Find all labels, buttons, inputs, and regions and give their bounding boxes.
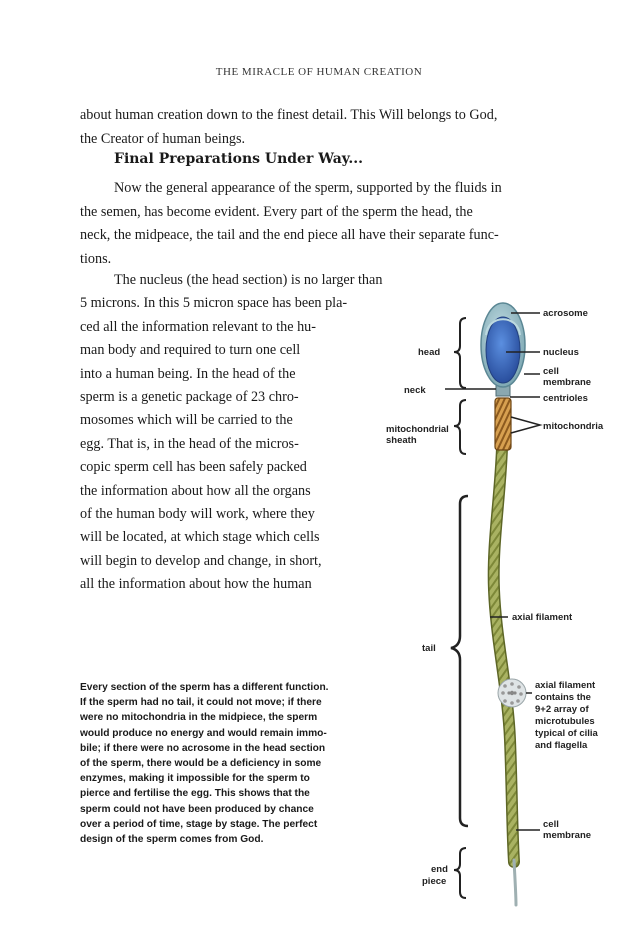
text-line: The nucleus (the head section) is no larger than (114, 272, 383, 288)
caption-line: If the sperm had no tail, it could not move; if there (80, 697, 322, 709)
caption-line: would produce no energy and would remain immo- (80, 727, 327, 739)
text-line: the information about how all the organs (80, 482, 311, 499)
text-line: egg. That is, in the head of the micros- (80, 435, 299, 452)
text-line: tions. (80, 250, 112, 267)
label-axial-filament: axial filament (512, 612, 573, 623)
text-line: about human creation down to the finest detail. This Will belongs to God, (80, 107, 498, 123)
label-tail: tail (422, 643, 436, 654)
sperm-midpiece (495, 398, 511, 450)
mitochondrial-sheath-brace (454, 400, 466, 454)
text-line: 5 microns. In this 5 micron space has been pla- (80, 295, 348, 312)
caption-line: over a period of time, stage by stage. The perfect (80, 818, 318, 830)
caption-line: bile; if there were no acrosome in the head section (80, 742, 326, 754)
text-line: sperm is a genetic package of 23 chro- (80, 389, 299, 406)
sperm-end-piece (514, 860, 516, 905)
label-axial-detail-4: microtubules (535, 716, 595, 727)
label-axial-detail-6: and flagella (535, 740, 588, 751)
label-neck: neck (404, 385, 426, 396)
label-axial-detail-5: typical of cilia (535, 728, 598, 739)
text-line: all the information about how the human (80, 576, 312, 593)
text-line: the semen, has become evident. Every part of the sperm the head, the (80, 203, 473, 220)
label-nucleus: nucleus (543, 347, 579, 358)
end-piece-brace (454, 848, 466, 898)
section-heading: Final Preparations Under Way... (114, 151, 363, 167)
text-line: of the human body will work, where they (80, 506, 315, 523)
axial-filament-cross-section (498, 679, 526, 707)
text-line: man body and required to turn one cell (80, 342, 301, 359)
sperm-nucleus (486, 317, 520, 383)
text-line: Now the general appearance of the sperm, supported by the fluids in (114, 180, 502, 196)
label-cell-membrane-bottom-2: membrane (543, 830, 592, 841)
text-line: the Creator of human beings. (80, 130, 246, 147)
label-axial-detail-3: 9+2 array of (535, 704, 589, 715)
label-cell-membrane-top-2: membrane (543, 377, 592, 388)
label-end-piece-1: end (431, 864, 448, 875)
caption-line: were no mitochondria in the midpiece, the sperm (80, 712, 318, 724)
label-centrioles: centrioles (543, 393, 588, 404)
caption-line: enzymes, making it impossible for the sperm to (80, 773, 310, 785)
caption-line: Every section of the sperm has a different function. (80, 682, 329, 693)
caption-line: of the sperm, there would be a deficiency in some (80, 758, 322, 770)
caption-line: design of the sperm comes from God. (80, 834, 264, 846)
label-head: head (418, 347, 441, 358)
caption-line: sperm could not have been produced by chance (80, 803, 314, 815)
text-line: neck, the midpeace, the tail and the end piece all have their separate func- (80, 227, 499, 243)
label-cell-membrane-bottom-1: cell (543, 819, 559, 830)
head-brace (454, 318, 466, 388)
label-acrosome: acrosome (543, 308, 588, 319)
label-mitochondrial-sheath-2: sheath (386, 435, 417, 446)
label-axial-detail-1: axial filament (535, 680, 596, 691)
text-line: copic sperm cell has been safely packed (80, 459, 307, 476)
text-line: will begin to develop and change, in short, (80, 552, 322, 569)
label-end-piece-2: piece (422, 876, 447, 887)
text-line: mosomes which will be carried to the (80, 412, 293, 429)
running-head: THE MIRACLE OF HUMAN CREATION (215, 66, 423, 78)
text-line: will be located, at which stage which cells (80, 529, 320, 546)
caption-line: pierce and fertilise the egg. This shows that the (80, 788, 310, 800)
label-cell-membrane-top-1: cell (543, 366, 559, 377)
text-line: into a human being. In the head of the (80, 365, 296, 382)
label-mitochondrial-sheath-1: mitochondrial (386, 424, 449, 435)
tail-brace (451, 496, 468, 826)
label-axial-detail-2: contains the (535, 692, 591, 703)
text-line: ced all the information relevant to the hu- (80, 318, 316, 335)
label-mitochondria: mitochondria (543, 421, 604, 432)
